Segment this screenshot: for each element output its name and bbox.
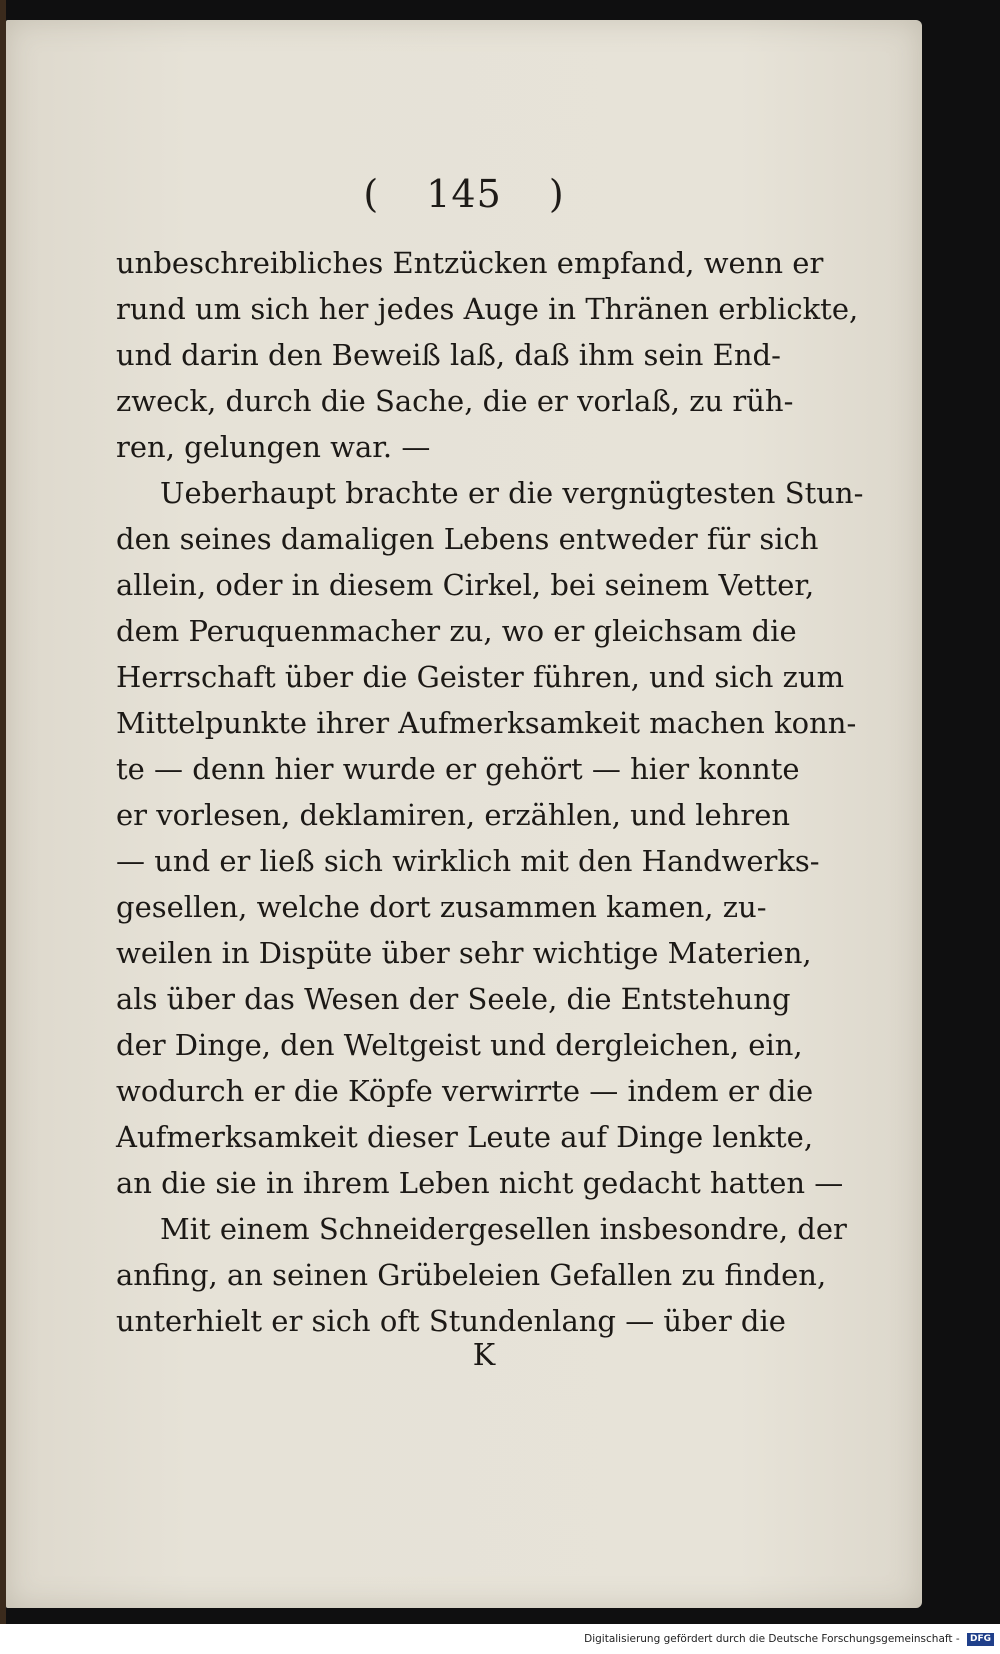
text-line: te — denn hier wurde er gehört — hier konnte	[116, 752, 800, 786]
text-line: weilen in Dispüte über sehr wichtige Materien,	[116, 936, 812, 970]
book-page	[6, 20, 922, 1608]
text-line: dem Peruquenmacher zu, wo er gleichsam die	[116, 614, 797, 648]
text-line: anfing, an seinen Grübeleien Gefallen zu finden,	[116, 1258, 827, 1292]
page-header	[6, 172, 922, 216]
signature-mark: K	[472, 1338, 496, 1373]
text-line: zweck, durch die Sache, die er vorlaß, zu rüh-	[116, 384, 794, 418]
dfg-logo: DFG	[967, 1633, 994, 1646]
header-paren-close: )	[548, 172, 565, 216]
text-line: den seines damaligen Lebens entweder für sich	[116, 522, 819, 556]
text-line: an die sie in ihrem Leben nicht gedacht hatten —	[116, 1166, 844, 1200]
text-line: Herrschaft über die Geister führen, und sich zum	[116, 660, 845, 694]
text-line: Mittelpunkte ihrer Aufmerksamkeit machen konn-	[116, 706, 857, 740]
body-text	[116, 240, 864, 1344]
text-line: der Dinge, den Weltgeist und dergleichen, ein,	[116, 1028, 803, 1062]
text-line: rund um sich her jedes Auge in Thränen erblickte,	[116, 292, 859, 326]
header-paren-open: (	[363, 172, 380, 216]
text-line: allein, oder in diesem Cirkel, bei seinem Vetter,	[116, 568, 815, 602]
text-line: ren, gelungen war. —	[116, 430, 431, 464]
page-number: 145	[426, 172, 502, 216]
text-line: Aufmerksamkeit dieser Leute auf Dinge lenkte,	[116, 1120, 814, 1154]
digitization-footer	[0, 1624, 1000, 1654]
footer-text: Digitalisierung gefördert durch die Deutsche Forschungsgemeinschaft -	[584, 1633, 960, 1645]
text-line: unbeschreibliches Entzücken empfand, wenn er	[116, 246, 824, 280]
text-line: Ueberhaupt brachte er die vergnügtesten Stun-	[160, 476, 864, 510]
text-line: — und er ließ sich wirklich mit den Handwerks-	[116, 844, 820, 878]
text-line: gesellen, welche dort zusammen kamen, zu-	[116, 890, 767, 924]
text-line: und darin den Beweiß laß, daß ihm sein End-	[116, 338, 781, 372]
text-line: er vorlesen, deklamiren, erzählen, und lehren	[116, 798, 791, 832]
text-line: als über das Wesen der Seele, die Entstehung	[116, 982, 791, 1016]
text-line: unterhielt er sich oft Stundenlang — über die	[116, 1304, 786, 1338]
text-line: wodurch er die Köpfe verwirrte — indem er die	[116, 1074, 814, 1108]
text-line: Mit einem Schneidergesellen insbesondre, der	[160, 1212, 847, 1246]
